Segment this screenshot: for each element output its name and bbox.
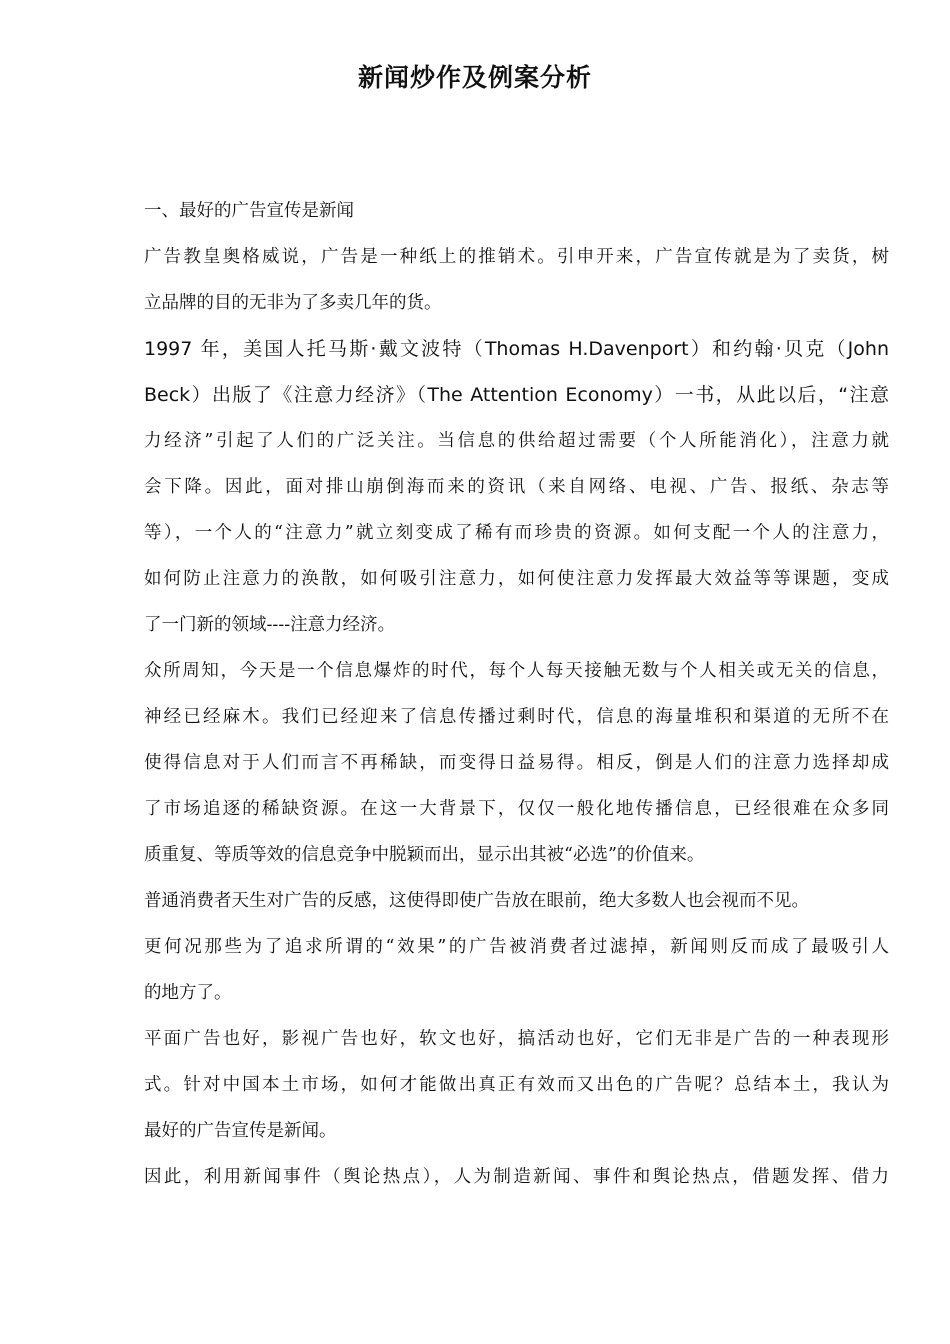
paragraph-line: 神经已经麻木。我们已经迎来了信息传播过剩时代，信息的海量堆积和渠道的无所不在	[144, 707, 889, 727]
paragraph-line: 了一门新的领域----注意力经济。	[144, 615, 396, 635]
paragraph-line: 1997 年，美国人托马斯·戴文波特（Thomas H.Davenport）和约翰·贝克（John	[144, 338, 889, 360]
paragraph-line: 会下降。因此，面对排山崩倒海而来的资讯（来自网络、电视、广告、报纸、杂志等	[144, 477, 889, 497]
paragraph-line: 广告教皇奥格威说，广告是一种纸上的推销术。引申开来，广告宣传就是为了卖货，树	[144, 247, 889, 267]
paragraph-line: 最好的广告宣传是新闻。	[144, 1121, 337, 1141]
paragraph-line: 更何况那些为了追求所谓的“效果”的广告被消费者过滤掉，新闻则反而成了最吸引人	[144, 937, 889, 957]
paragraph-line: 使得信息对于人们而言不再稀缺，而变得日益易得。相反，倒是人们的注意力选择却成	[144, 753, 889, 773]
paragraph-line: 力经济”引起了人们的广泛关注。当信息的供给超过需要（个人所能消化），注意力就	[144, 431, 889, 451]
document-body	[144, 193, 889, 1205]
paragraph-line: Beck）出版了《注意力经济》（The Attention Economy）一书，从此以后，“注意	[144, 384, 889, 406]
paragraph-line: 质重复、等质等效的信息竞争中脱颖而出，显示出其被“必选”的价值来。	[144, 845, 705, 865]
paragraph-line: 因此，利用新闻事件（舆论热点），人为制造新闻、事件和舆论热点，借题发挥、借力	[144, 1167, 889, 1187]
paragraph-line: 等），一个人的“注意力”就立刻变成了稀有而珍贵的资源。如何支配一个人的注意力，	[144, 523, 889, 543]
section-heading: 一、最好的广告宣传是新闻	[144, 201, 354, 221]
paragraph-line: 的地方了。	[144, 983, 232, 1003]
paragraph-line: 式。针对中国本土市场，如何才能做出真正有效而又出色的广告呢？总结本土，我认为	[144, 1075, 889, 1095]
paragraph-line: 众所周知，今天是一个信息爆炸的时代，每个人每天接触无数与个人相关或无关的信息，	[144, 661, 889, 681]
paragraph-line: 了市场追逐的稀缺资源。在这一大背景下，仅仅一般化地传播信息，已经很难在众多同	[144, 799, 889, 819]
paragraph-line: 立品牌的目的无非为了多卖几年的货。	[144, 293, 442, 313]
paragraph-line: 平面广告也好，影视广告也好，软文也好，搞活动也好，它们无非是广告的一种表现形	[144, 1029, 889, 1049]
document-title: 新闻炒作及例案分析	[357, 63, 592, 92]
paragraph-line: 如何防止注意力的涣散，如何吸引注意力，如何使注意力发挥最大效益等等课题，变成	[144, 569, 889, 589]
paragraph-line: 普通消费者天生对广告的反感，这使得即使广告放在眼前，绝大多数人也会视而不见。	[144, 891, 809, 911]
